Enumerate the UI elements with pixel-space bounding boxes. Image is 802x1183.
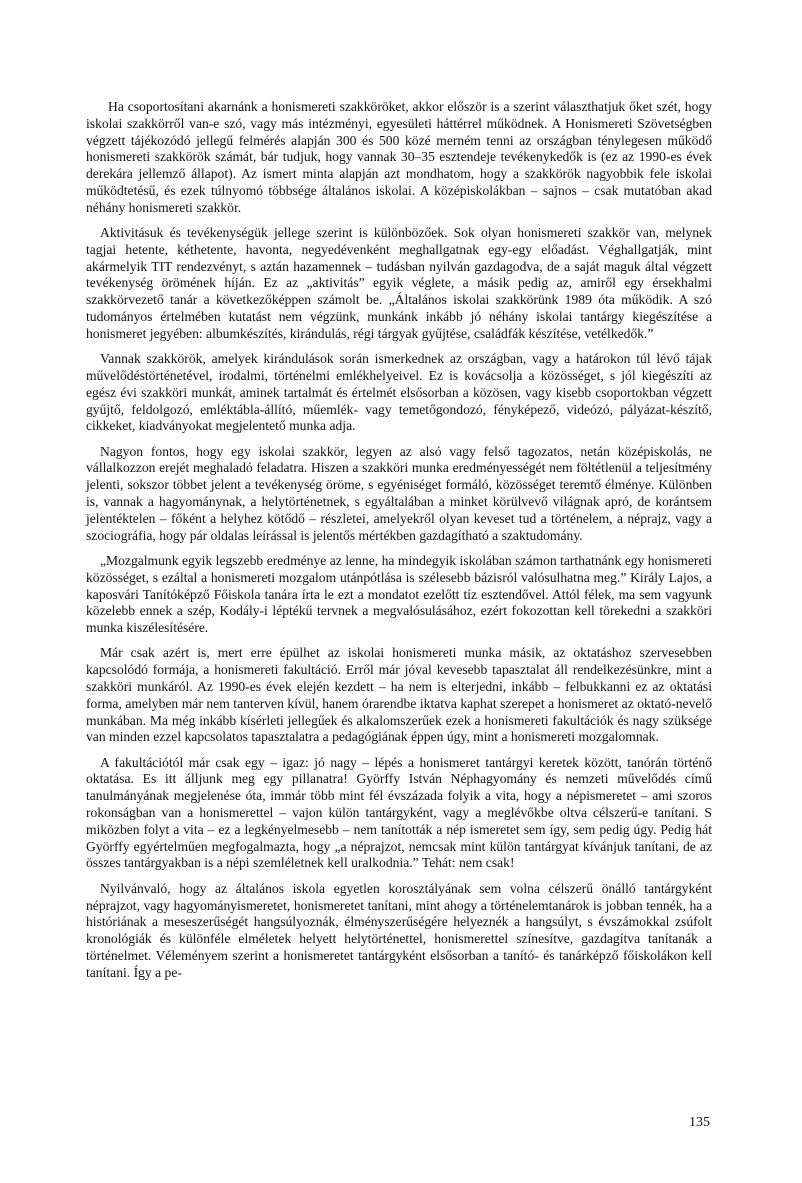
paragraph-3: Vannak szakkörök, amelyek kirándulások során ismerkednek az országban, vagy a határokon túl lévő tájak művelődéstörténetével, irodalmi, történelmi emlékhelyeivel. Ez is kovácsolja a közösséget, s jól kiegészíti az egész évi szakköri munkát, aminek tartalmát és értelmét elsősorban a közösen, vagy kisebb csoportokban végzett gyűjtő, feldolgozó, emléktábla-állító, műemlék- vagy temetőgondozó, fényképező, videózó, pályázat-készítő, cikkeket, kiadványokat megjelentető munka adja. [86,351,712,434]
body-text [86,99,712,990]
paragraph-4: Nagyon fontos, hogy egy iskolai szakkör, legyen az alsó vagy felső tagozatos, netán középiskolás, ne vállalkozzon erejét meghaladó feladatra. Hiszen a szakköri munka eredményességét nem föltétlenül a teljesítmény jelenti, sokszor többet jelent a tevékenység öröme, s egyéniséget formáló, közösséget teremtő élménye. Különben is, vannak a hagyománynak, a helytörténetnek, s egyáltalában a minket körülvevő világnak apró, de korántsem jelentéktelen – főként a helyhez kötődő – részletei, amelyekről olyan keveset tud a történelem, a néprajz, vagy a szociográfia, hogy pár oldalas leírással is jelentős mértékben gazdagítható a szaktudomány. [86,443,712,543]
paragraph-7: A fakultációtól már csak egy – igaz: jó nagy – lépés a honismeret tantárgyi keretek között, tanórán történő oktatása. Es itt álljunk meg egy pillanatra! Györffy István Néphagyomány és nemzeti művelődés című tanulmányának megjelenése óta, immár több mint fél évszázada folyik a vita, hogy a népismeretet – ami szoros rokonságban van a honismerettel – vajon külön tantárgyként, vagy a meglévőkbe oltva célszerű-e tanítani. S miközben folyt a vita – ez a legkényelmesebb – nem tanították a nép ismeretet sem így, sem pedig úgy. Pedig hát Györffy egyértelműen megfogalmazta, hogy „a néprajzot, nemcsak mint külön tantárgyat kívánjuk tanítani, de az összes tantárgyakban is a népi szemléletnek kell uralkodnia.” Tehát: nem csak! [86,754,712,871]
paragraph-8: Nyilvánvaló, hogy az általános iskola egyetlen korosztályának sem volna célszerű önálló tantárgyként néprajzot, vagy hagyományismeretet, honismeretet tanítani, mint ahogy a történelemtanárok is jobban tennék, ha a históriának a meseszerűségét hangsúlyoznák, élményszerűségére helyeznék a hangsúlyt, s évszámokkal zsúfolt kronológiák és különféle elméletek helyett helytörténettel, honismerettel színesítve, gazdagítva tanítanák a történelmet. Véleményem szerint a honismeretet tantárgyként elsősorban a tanító- és tanárképző főiskolákon kell tanítani. Így a pe- [86,880,712,980]
paragraph-1: Ha csoportosítani akarnánk a honismereti szakköröket, akkor először is a szerint választhatjuk őket szét, hogy iskolai szakkörről van-e szó, vagy más intézményi, egyesületi háttérrel működnek. A Honismereti Szövetségben végzett tájékozódó jellegű felmérés alapján 300 és 500 közé merném tenni az országban ténylegesen működő honismereti szakkörök számát, bár tudjuk, hogy vannak 30–35 esztendeje tevékenykedők is (ez az 1990-es évek derekára jellemző állapot). Az ismert minta alapján azt mondhatom, hogy a szakkörök nagyobbik fele iskolai működtetésű, és ezek túlnyomó többsége általános iskolai. A középiskolákban – sajnos – csak mutatóban akad néhány honismereti szakkör. [86,99,712,215]
page-number: 135 [689,1115,710,1130]
paragraph-2: Aktivitásuk és tevékenységük jellege szerint is különbözőek. Sok olyan honismereti szakkör van, melynek tagjai hetente, kéthetente, havonta, negyedévenként meghallgatnak egy-egy előadást. Véghallgatják, mint akármelyik TIT rendezvényt, s aztán hazamennek – tudásban nyilván gazdagodva, de a saját maguk által végzett tevékenység örömének híján. Ez az „aktivitás” egyik véglete, a másik pedig az, amiről egy érsekhalmi szakkörvezető tanár a következőképpen számolt be. „Általános iskolai szakkörünk 1989 óta működik. A szó tudományos értelmében kutatást nem végzünk, munkánk inkább jó néhány iskolai tantárgy kiegészítése a honismeret jegyében: albumkészítés, kirándulás, régi tárgyak gyűjtése, családfák készítése, vetélkedők.” [86,225,712,341]
paragraph-6: Már csak azért is, mert erre épülhet az iskolai honismereti munka másik, az oktatáshoz szervesebben kapcsolódó formája, a honismereti fakultáció. Erről már jóval kevesebb tapasztalat áll rendelkezésünkre, mint a szakköri munkáról. Az 1990-es évek elején kezdett – ha nem is elterjedni, inkább – felbukkanni ez az oktatási forma, amelyben már nem tanterven kívül, hanem órarendbe iktatva kaphat szerepet a honismeret az oktató-nevelő munkában. Ma még inkább kísérleti jellegűek és alkalomszerűek ezek a honismereti fakultációk és nagy szüksége van minden ezzel kapcsolatos tapasztalatra a pedagógiának éppen úgy, mint a honismereti mozgalomnak. [86,645,712,745]
paragraph-5: „Mozgalmunk egyik legszebb eredménye az lenne, ha mindegyik iskolában számon tarthatnánk egy honismereti közösséget, s ezáltal a honismereti mozgalom utánpótlása is szélesebb bázisról valósulhatna meg.” Király Lajos, a kaposvári Tanítóképző Főiskola tanára írta le ezt a mondatot ezelőtt tíz esztendővel. Attól félek, ma sem vagyunk közelebb ennek a szép, Kodály-i léptékű tervnek a megvalósulásához, ezért fokozottan kell törekedni a szakköri munka kiszélesítésére. [86,552,712,636]
